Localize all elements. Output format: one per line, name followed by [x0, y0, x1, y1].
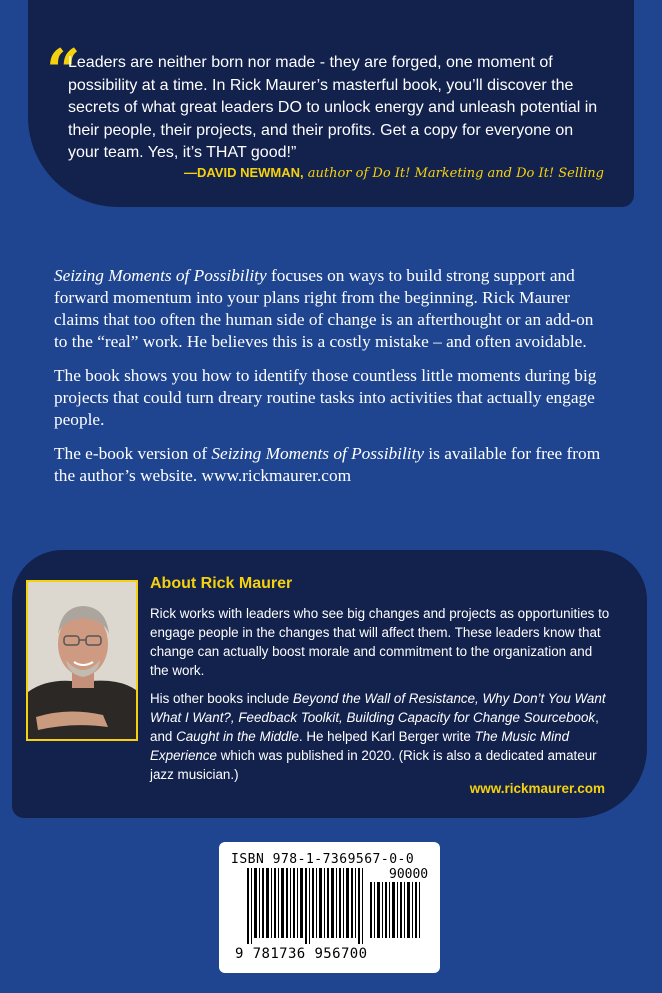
testimonial-panel: [28, 0, 634, 207]
book-title: Seizing Moments of Possibility: [211, 444, 425, 463]
attribution-name: —DAVID NEWMAN,: [183, 165, 304, 180]
about-title: About Rick Maurer: [150, 575, 293, 592]
book-description: [54, 265, 610, 499]
barcode-number: 9 781736 956700: [235, 946, 368, 962]
description-paragraph-3: The e-book version of Seizing Moments of Possibility is available for free from the author’s website. www.rickmaurer.com: [54, 444, 601, 485]
description-paragraph-2: The book shows you how to identify those countless little moments during big projects that could turn dreary routine tasks into activities that actually engage people.: [54, 366, 597, 429]
price-code: 90000: [389, 867, 429, 882]
attribution-description: author of Do It! Marketing and Do It! Selling: [303, 166, 604, 181]
book-title: Seizing Moments of Possibility: [54, 266, 267, 285]
author-photo: [26, 580, 138, 741]
about-paragraph-1: Rick works with leaders who see big changes and projects as opportunities to engage people in the changes that will affect them. These leaders know that change can actually boost morale and commitment to the organization and the work.: [150, 606, 610, 678]
isbn-barcode: [219, 842, 440, 973]
description-paragraph-1: Seizing Moments of Possibility focuses on ways to build strong support and forward momentum into your plans right from the beginning. Rick Maurer claims that too often the human side of change is an afterthought or an add-on to the “real” work. He believes this is a costly mistake – and often avoidable.: [54, 266, 594, 351]
barcode-bars: [247, 868, 367, 946]
about-author-panel: [12, 550, 647, 818]
quote-mark-icon: “: [46, 37, 81, 107]
price-barcode-bars: [370, 882, 422, 938]
about-paragraph-2: His other books include Beyond the Wall of Resistance, Why Don’t You Want What I Want?, Feedback Toolkit, Building Capacity for Change Sourcebook, and Caught in the Middle. He helped Karl Berger write The Music Mind Experience which was published in 2020. (Rick is also a dedicated amateur jazz musician.): [150, 691, 606, 782]
testimonial-text: Leaders are neither born nor made - they are forged, one moment of possibility at a time. In Rick Maurer’s masterful book, you’ll discover the secrets of what great leaders DO to unlock energy and unleash potential in their people, their projects, and their profits. Get a copy for everyone on your team. Yes, it’s THAT good!”: [68, 54, 598, 161]
author-website-link[interactable]: www.rickmaurer.com: [469, 781, 605, 796]
testimonial-attribution: [184, 165, 604, 181]
isbn-label: ISBN 978-1-7369567-0-0: [231, 852, 415, 867]
about-text: [150, 604, 612, 793]
